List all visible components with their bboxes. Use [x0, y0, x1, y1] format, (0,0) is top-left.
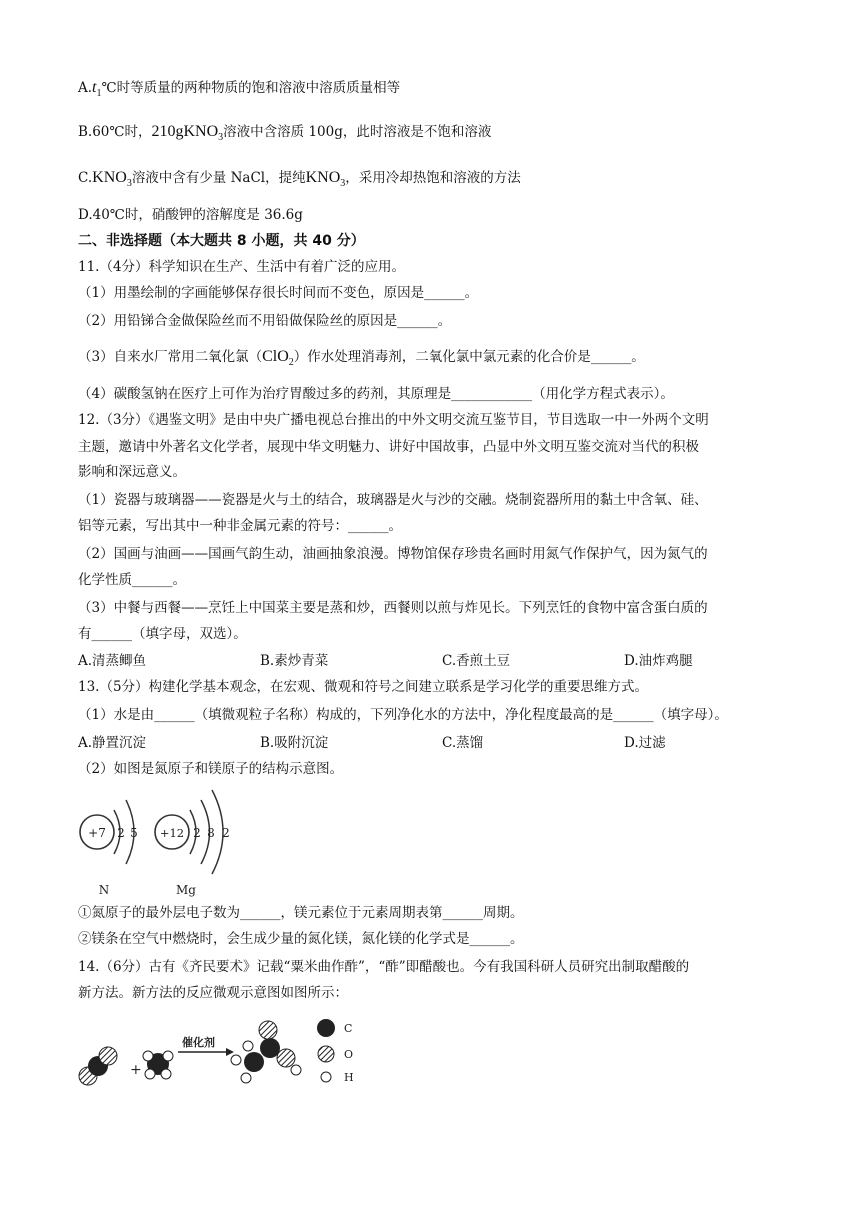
q14-stem-line2: 新方法。新方法的反应微观示意图如图所示：	[78, 985, 348, 1001]
magnesium-label: Mg	[176, 883, 196, 897]
plus-sign: +	[130, 1062, 142, 1078]
q11-part3: （3）自来水厂常用二氧化氯（ClO$_2$）作水处理消毒剂，二氧化氯中氯元素的化合价是______。	[78, 348, 645, 369]
q13-option-d: D.过滤	[624, 735, 666, 751]
q10-option-b: B.60℃时，210gKNO$_3$溶液中含溶质 100g，此时溶液是不饱和溶液	[78, 123, 492, 144]
q12-part1-line1: （1）瓷器与玻璃器——瓷器是火与土的结合，玻璃器是火与沙的交融。烧制瓷器所用的黏土中含氧、硅、	[78, 492, 708, 508]
q12-option-c: C.香煎土豆	[442, 653, 511, 669]
q12-option-b: B.素炒青菜	[260, 653, 329, 669]
q11-part4: （4）碳酸氢钠在医疗上可作为治疗胃酸过多的药剂，其原理是____________（用化学方程式表示）。	[78, 386, 674, 402]
q12-part1-line2: 铝等元素，写出其中一种非金属元素的符号：______。	[78, 518, 402, 534]
legend-hydrogen: H	[344, 1071, 354, 1084]
q13-stem: 13.（5分）构建化学基本观念，在宏观、微观和符号之间建立联系是学习化学的重要思维方式。	[78, 679, 649, 695]
q12-option-d: D.油炸鸡腿	[624, 653, 693, 669]
q11-stem: 11.（4分）科学知识在生产、生活中有着广泛的应用。	[78, 259, 406, 275]
q12-part3-line2: 有______（填字母，双选）。	[78, 626, 247, 642]
q13-sub1: ①氮原子的最外层电子数为______，镁元素位于元素周期表第______周期。	[78, 905, 524, 921]
magnesium-shell-1: 2	[193, 826, 201, 840]
q11-part1: （1）用墨绘制的字画能够保存很长时间而不变色，原因是______。	[78, 285, 479, 301]
q13-part2: （2）如图是氮原子和镁原子的结构示意图。	[78, 761, 344, 777]
catalyst-label: 催化剂	[182, 1036, 215, 1049]
q13-part1: （1）水是由______（填微观粒子名称）构成的，下列净化水的方法中，净化程度最高的是______（填字母）。	[78, 707, 728, 723]
q11-part2: （2）用铅锑合金做保险丝而不用铅做保险丝的原因是______。	[78, 313, 452, 329]
magnesium-shell-2: 8	[207, 826, 215, 840]
q12-stem-line3: 影响和深远意义。	[78, 464, 186, 480]
q12-part2-line2: 化学性质______。	[78, 572, 186, 588]
q10-option-d: D.40℃时，硝酸钾的溶解度是 36.6g	[78, 207, 303, 223]
nitrogen-atom	[80, 800, 138, 897]
q13-sub2: ②镁条在空气中燃烧时，会生成少量的氮化镁，氮化镁的化学式是______。	[78, 931, 524, 947]
nitrogen-nucleus-charge: +7	[88, 826, 106, 840]
nitrogen-shell-1: 2	[117, 826, 125, 840]
reactant-molecule-2	[143, 1051, 173, 1079]
q10-option-c: $C.KNO_3$溶液中含有少量 NaCl，提纯$KNO_3$，采用冷却热饱和溶液的方法	[78, 169, 521, 190]
atom-structure-diagram	[74, 782, 254, 900]
q14-stem-line1: 14.（6分）古有《齐民要术》记载“粟米曲作酢”，“酢”即醋酸也。今有我国科研人员研究出制取醋酸的	[78, 959, 690, 975]
q12-part2-line1: （2）国画与油画——国画气韵生动，油画抽象浪漫。博物馆保存珍贵名画时用氮气作保护气，因为氮气的	[78, 546, 708, 562]
reaction-arrow	[178, 1035, 234, 1056]
magnesium-nucleus-charge: +12	[159, 826, 185, 840]
q12-stem-line2: 主题，邀请中外著名文化学者，展现中华文明魅力、讲好中国故事，凸显中外文明互鉴交流对当代的积极	[78, 439, 699, 455]
legend-oxygen: O	[344, 1048, 354, 1061]
reaction-micro-diagram	[74, 1012, 374, 1094]
product-molecule	[231, 1021, 301, 1083]
q12-option-a: A.清蒸鲫鱼	[78, 653, 147, 669]
q13-option-a: A.静置沉淀	[78, 735, 147, 751]
magnesium-shell-3: 2	[222, 826, 230, 840]
section-heading: 二、非选择题（本大题共 8 小题，共 40 分）	[78, 233, 365, 249]
nitrogen-shell-2: 5	[130, 826, 138, 840]
legend-carbon: C	[344, 1022, 353, 1035]
q10-option-a: $A.t_1℃$时等质量的两种物质的饱和溶液中溶质质量相等	[78, 79, 401, 100]
nitrogen-label: N	[98, 883, 110, 897]
magnesium-atom	[155, 790, 230, 897]
q13-option-b: B.吸附沉淀	[260, 735, 329, 751]
q12-stem-line1: 12.（3分）《遇鉴文明》是由中央广播电视总台推出的中外文明交流互鉴节目，节目选取一中一外两个文明	[78, 412, 709, 428]
atom-legend	[317, 1019, 354, 1084]
q13-option-c: C.蒸馏	[442, 735, 484, 751]
q12-part3-line1: （3）中餐与西餐——烹饪上中国菜主要是蒸和炒，西餐则以煎与炸见长。下列烹饪的食物中富含蛋白质的	[78, 600, 708, 616]
reactant-molecule-1	[79, 1047, 117, 1085]
